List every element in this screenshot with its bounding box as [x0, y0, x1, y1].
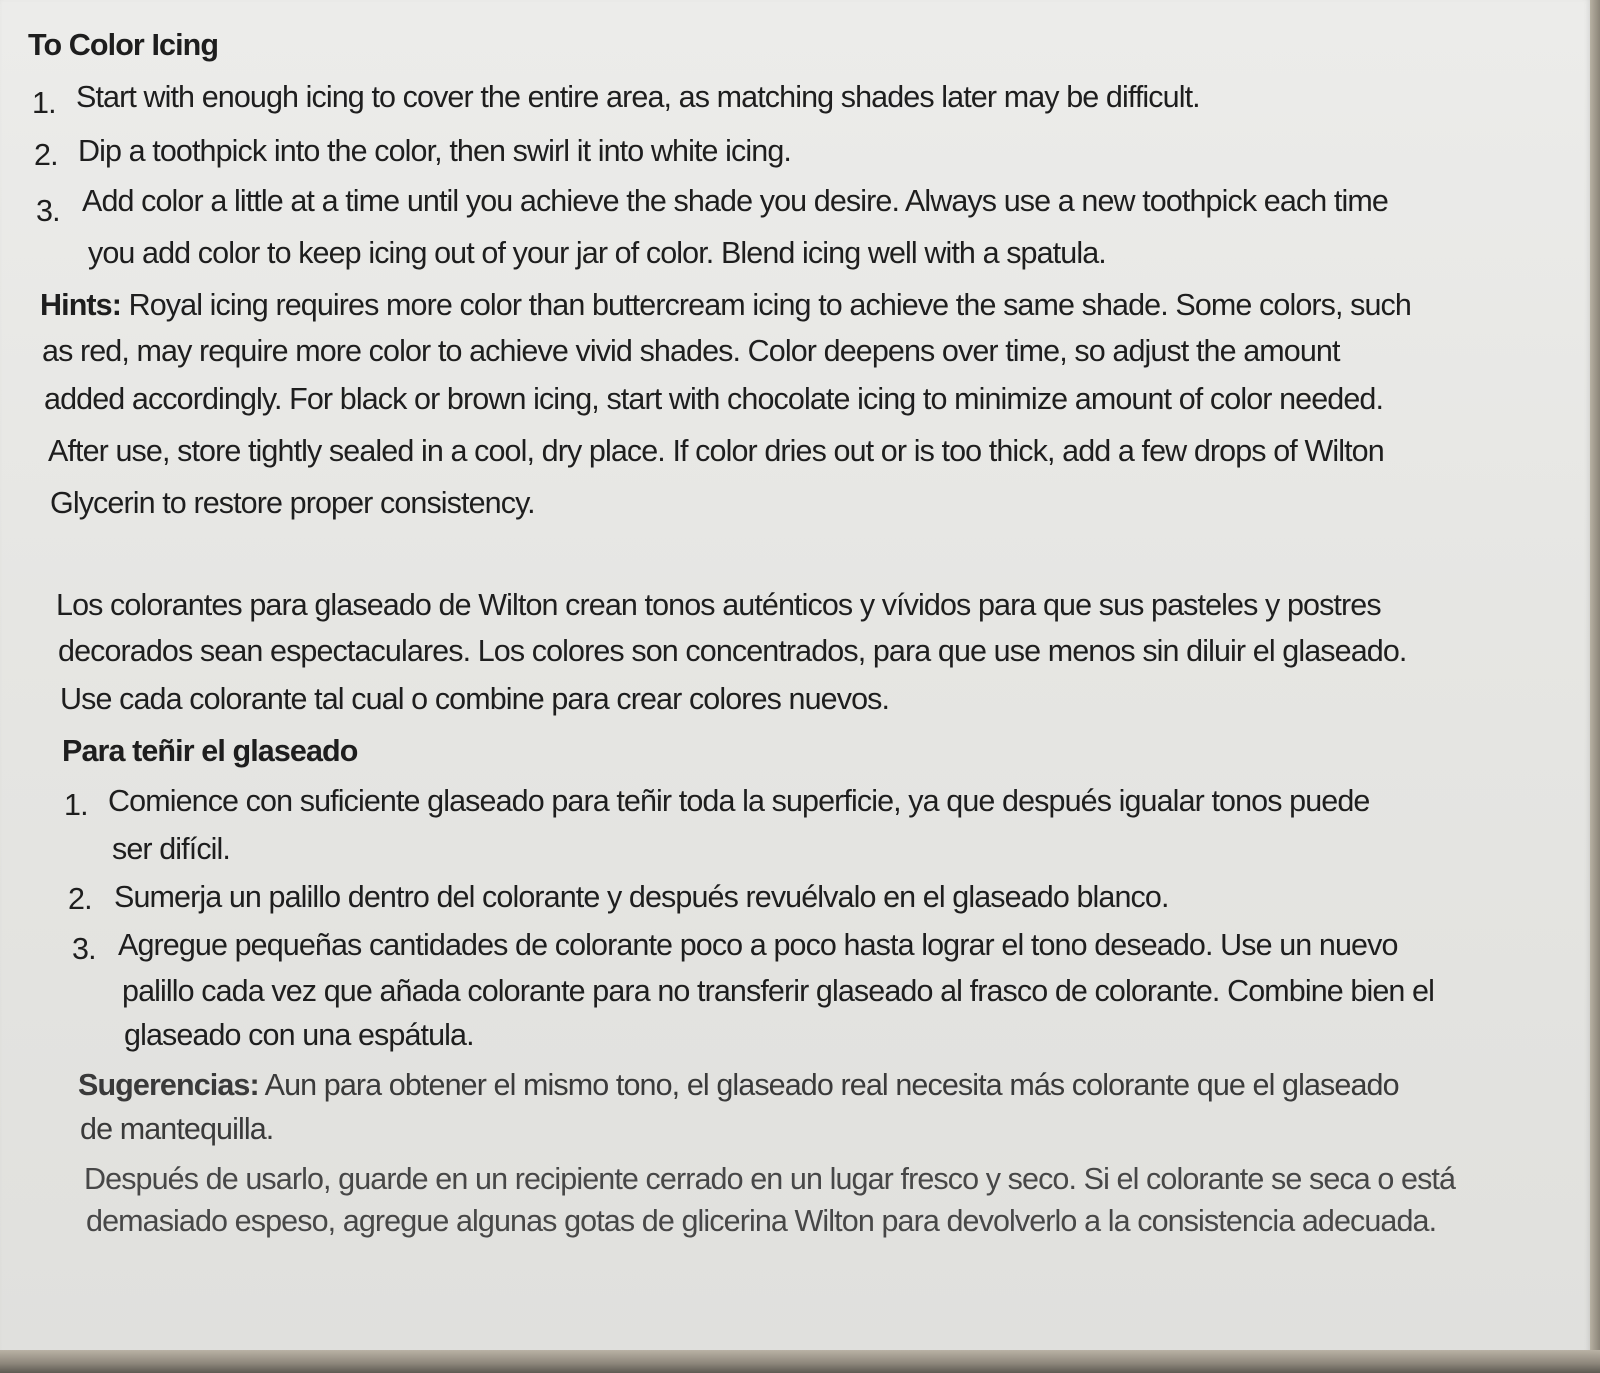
english-storage-line-1: After use, store tightly sealed in a cool, dry place. If color dries out or is too thick, add a few drops of Wilton: [48, 434, 1384, 468]
spanish-intro-line-1: Los colorantes para glaseado de Wilton crean tonos auténticos y vívidos para que sus pasteles y postres: [56, 588, 1381, 622]
spanish-step-3-line-3: glaseado con una espátula.: [124, 1018, 474, 1052]
english-heading: To Color Icing: [28, 28, 219, 62]
spanish-step-2-number: 2.: [68, 882, 92, 916]
english-hints-line-1: [40, 290, 1411, 321]
box-edge-bottom: [0, 1350, 1600, 1373]
spanish-intro-line-2: decorados sean espectaculares. Los colores son concentrados, para que use menos sin diluir el glaseado.: [58, 634, 1407, 668]
box-edge-right: [1590, 0, 1600, 1373]
spanish-intro-line-3: Use cada colorante tal cual o combine para crear colores nuevos.: [60, 682, 890, 716]
spanish-step-3-number: 3.: [72, 932, 96, 966]
spanish-step-3-line-2: palillo cada vez que añada colorante para no transferir glaseado al frasco de colorante. Combine bien el: [122, 974, 1434, 1008]
english-step-2-number: 2.: [34, 138, 58, 172]
english-step-3-number: 3.: [36, 194, 60, 228]
spanish-hints-line-1: [78, 1070, 1399, 1101]
english-step-2-text: Dip a toothpick into the color, then swirl it into white icing.: [78, 134, 791, 168]
english-hints-line-3: added accordingly. For black or brown icing, start with chocolate icing to minimize amount of color needed.: [44, 382, 1384, 416]
spanish-hints-line-2: de mantequilla.: [80, 1112, 274, 1146]
spanish-step-1-number: 1.: [64, 788, 88, 822]
spanish-hints-label: Sugerencias:: [78, 1068, 259, 1102]
spanish-storage-line-2: demasiado espeso, agregue algunas gotas de glicerina Wilton para devolverlo a la consistencia adecuada.: [86, 1204, 1437, 1238]
english-step-3-line-2: you add color to keep icing out of your jar of color. Blend icing well with a spatula.: [88, 236, 1106, 270]
english-hints-text-1: Royal icing requires more color than buttercream icing to achieve the same shade. Some colors, such: [121, 288, 1411, 322]
english-step-3-line-1: Add color a little at a time until you achieve the shade you desire. Always use a new toothpick each time: [82, 184, 1388, 218]
english-hints-label: Hints:: [40, 288, 122, 322]
english-hints-line-2: as red, may require more color to achieve vivid shades. Color deepens over time, so adjust the amount: [42, 334, 1340, 368]
english-step-1-text: Start with enough icing to cover the entire area, as matching shades later may be difficult.: [76, 80, 1200, 114]
spanish-heading: Para teñir el glaseado: [62, 734, 358, 768]
spanish-storage-line-1: Después de usarlo, guarde en un recipiente cerrado en un lugar fresco y seco. Si el colorante se seca o está: [84, 1162, 1456, 1196]
spanish-hints-text-1: Aun para obtener el mismo tono, el glaseado real necesita más colorante que el glaseado: [258, 1068, 1399, 1102]
spanish-step-2-text: Sumerja un palillo dentro del colorante y después revuélvalo en el glaseado blanco.: [114, 880, 1169, 914]
spanish-step-1-line-1: Comience con suficiente glaseado para teñir toda la superficie, ya que después igualar tonos puede: [108, 784, 1370, 818]
spanish-step-1-line-2: ser difícil.: [112, 832, 231, 866]
spanish-step-3-line-1: Agregue pequeñas cantidades de colorante poco a poco hasta lograr el tono deseado. Use un nuevo: [118, 928, 1398, 962]
english-step-1-number: 1.: [32, 86, 56, 120]
english-storage-line-2: Glycerin to restore proper consistency.: [50, 486, 535, 520]
